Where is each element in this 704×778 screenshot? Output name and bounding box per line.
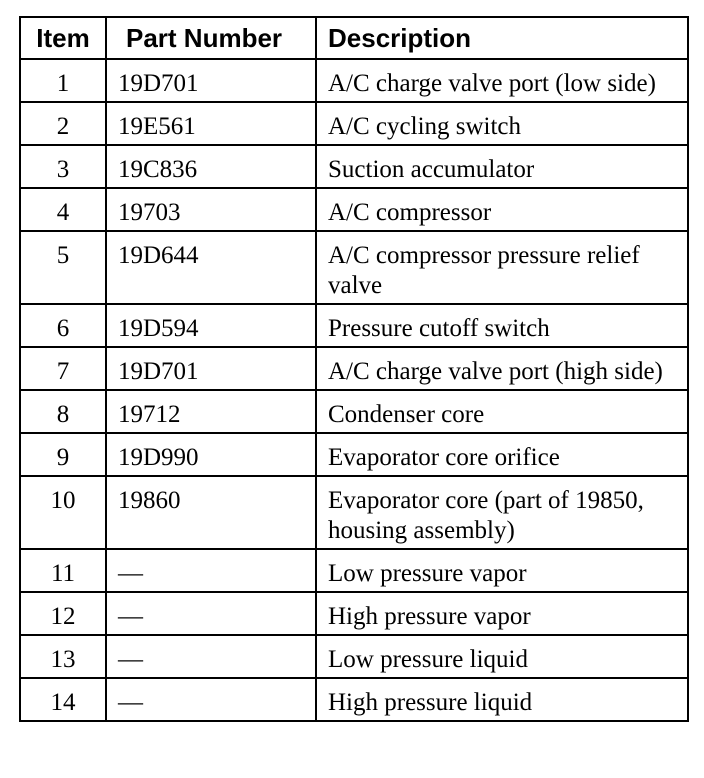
item-cell: 3 xyxy=(20,145,106,188)
parts-table xyxy=(19,16,689,722)
item-cell: 6 xyxy=(20,304,106,347)
description-cell: Low pressure liquid xyxy=(316,635,688,678)
part-number-cell: 19D701 xyxy=(106,347,316,390)
item-cell: 8 xyxy=(20,390,106,433)
part-number-cell: 19D594 xyxy=(106,304,316,347)
item-cell: 9 xyxy=(20,433,106,476)
item-cell: 1 xyxy=(20,59,106,102)
part-number-cell: — xyxy=(106,592,316,635)
description-cell: Suction accumulator xyxy=(316,145,688,188)
table-row xyxy=(20,635,688,678)
description-cell: Evaporator core orifice xyxy=(316,433,688,476)
part-number-cell: 19E561 xyxy=(106,102,316,145)
table-header-row xyxy=(20,17,688,59)
item-cell: 4 xyxy=(20,188,106,231)
table-row xyxy=(20,188,688,231)
item-cell: 5 xyxy=(20,231,106,304)
part-number-cell: 19D701 xyxy=(106,59,316,102)
table-row xyxy=(20,678,688,721)
description-cell: High pressure vapor xyxy=(316,592,688,635)
table-row xyxy=(20,347,688,390)
table-row xyxy=(20,433,688,476)
table-row xyxy=(20,549,688,592)
part-number-cell: — xyxy=(106,549,316,592)
item-cell: 12 xyxy=(20,592,106,635)
table-row xyxy=(20,231,688,304)
part-number-cell: 19D644 xyxy=(106,231,316,304)
table-row xyxy=(20,390,688,433)
item-cell: 13 xyxy=(20,635,106,678)
description-cell: A/C compressor xyxy=(316,188,688,231)
description-cell: A/C cycling switch xyxy=(316,102,688,145)
description-cell: Evaporator core (part of 19850, housing assembly) xyxy=(316,476,688,549)
description-cell: High pressure liquid xyxy=(316,678,688,721)
table-row xyxy=(20,59,688,102)
item-cell: 11 xyxy=(20,549,106,592)
table-row xyxy=(20,476,688,549)
item-cell: 10 xyxy=(20,476,106,549)
part-number-cell: — xyxy=(106,678,316,721)
header-item: Item xyxy=(20,17,106,59)
part-number-cell: 19C836 xyxy=(106,145,316,188)
table-row xyxy=(20,592,688,635)
part-number-cell: 19860 xyxy=(106,476,316,549)
part-number-cell: 19712 xyxy=(106,390,316,433)
item-cell: 2 xyxy=(20,102,106,145)
part-number-cell: 19D990 xyxy=(106,433,316,476)
part-number-cell: — xyxy=(106,635,316,678)
description-cell: A/C charge valve port (high side) xyxy=(316,347,688,390)
item-cell: 7 xyxy=(20,347,106,390)
table-row xyxy=(20,145,688,188)
description-cell: A/C compressor pressure relief valve xyxy=(316,231,688,304)
header-description: Description xyxy=(316,17,688,59)
description-cell: A/C charge valve port (low side) xyxy=(316,59,688,102)
description-cell: Low pressure vapor xyxy=(316,549,688,592)
item-cell: 14 xyxy=(20,678,106,721)
table-row xyxy=(20,304,688,347)
header-part-number: Part Number xyxy=(106,17,316,59)
description-cell: Pressure cutoff switch xyxy=(316,304,688,347)
part-number-cell: 19703 xyxy=(106,188,316,231)
table-row xyxy=(20,102,688,145)
description-cell: Condenser core xyxy=(316,390,688,433)
